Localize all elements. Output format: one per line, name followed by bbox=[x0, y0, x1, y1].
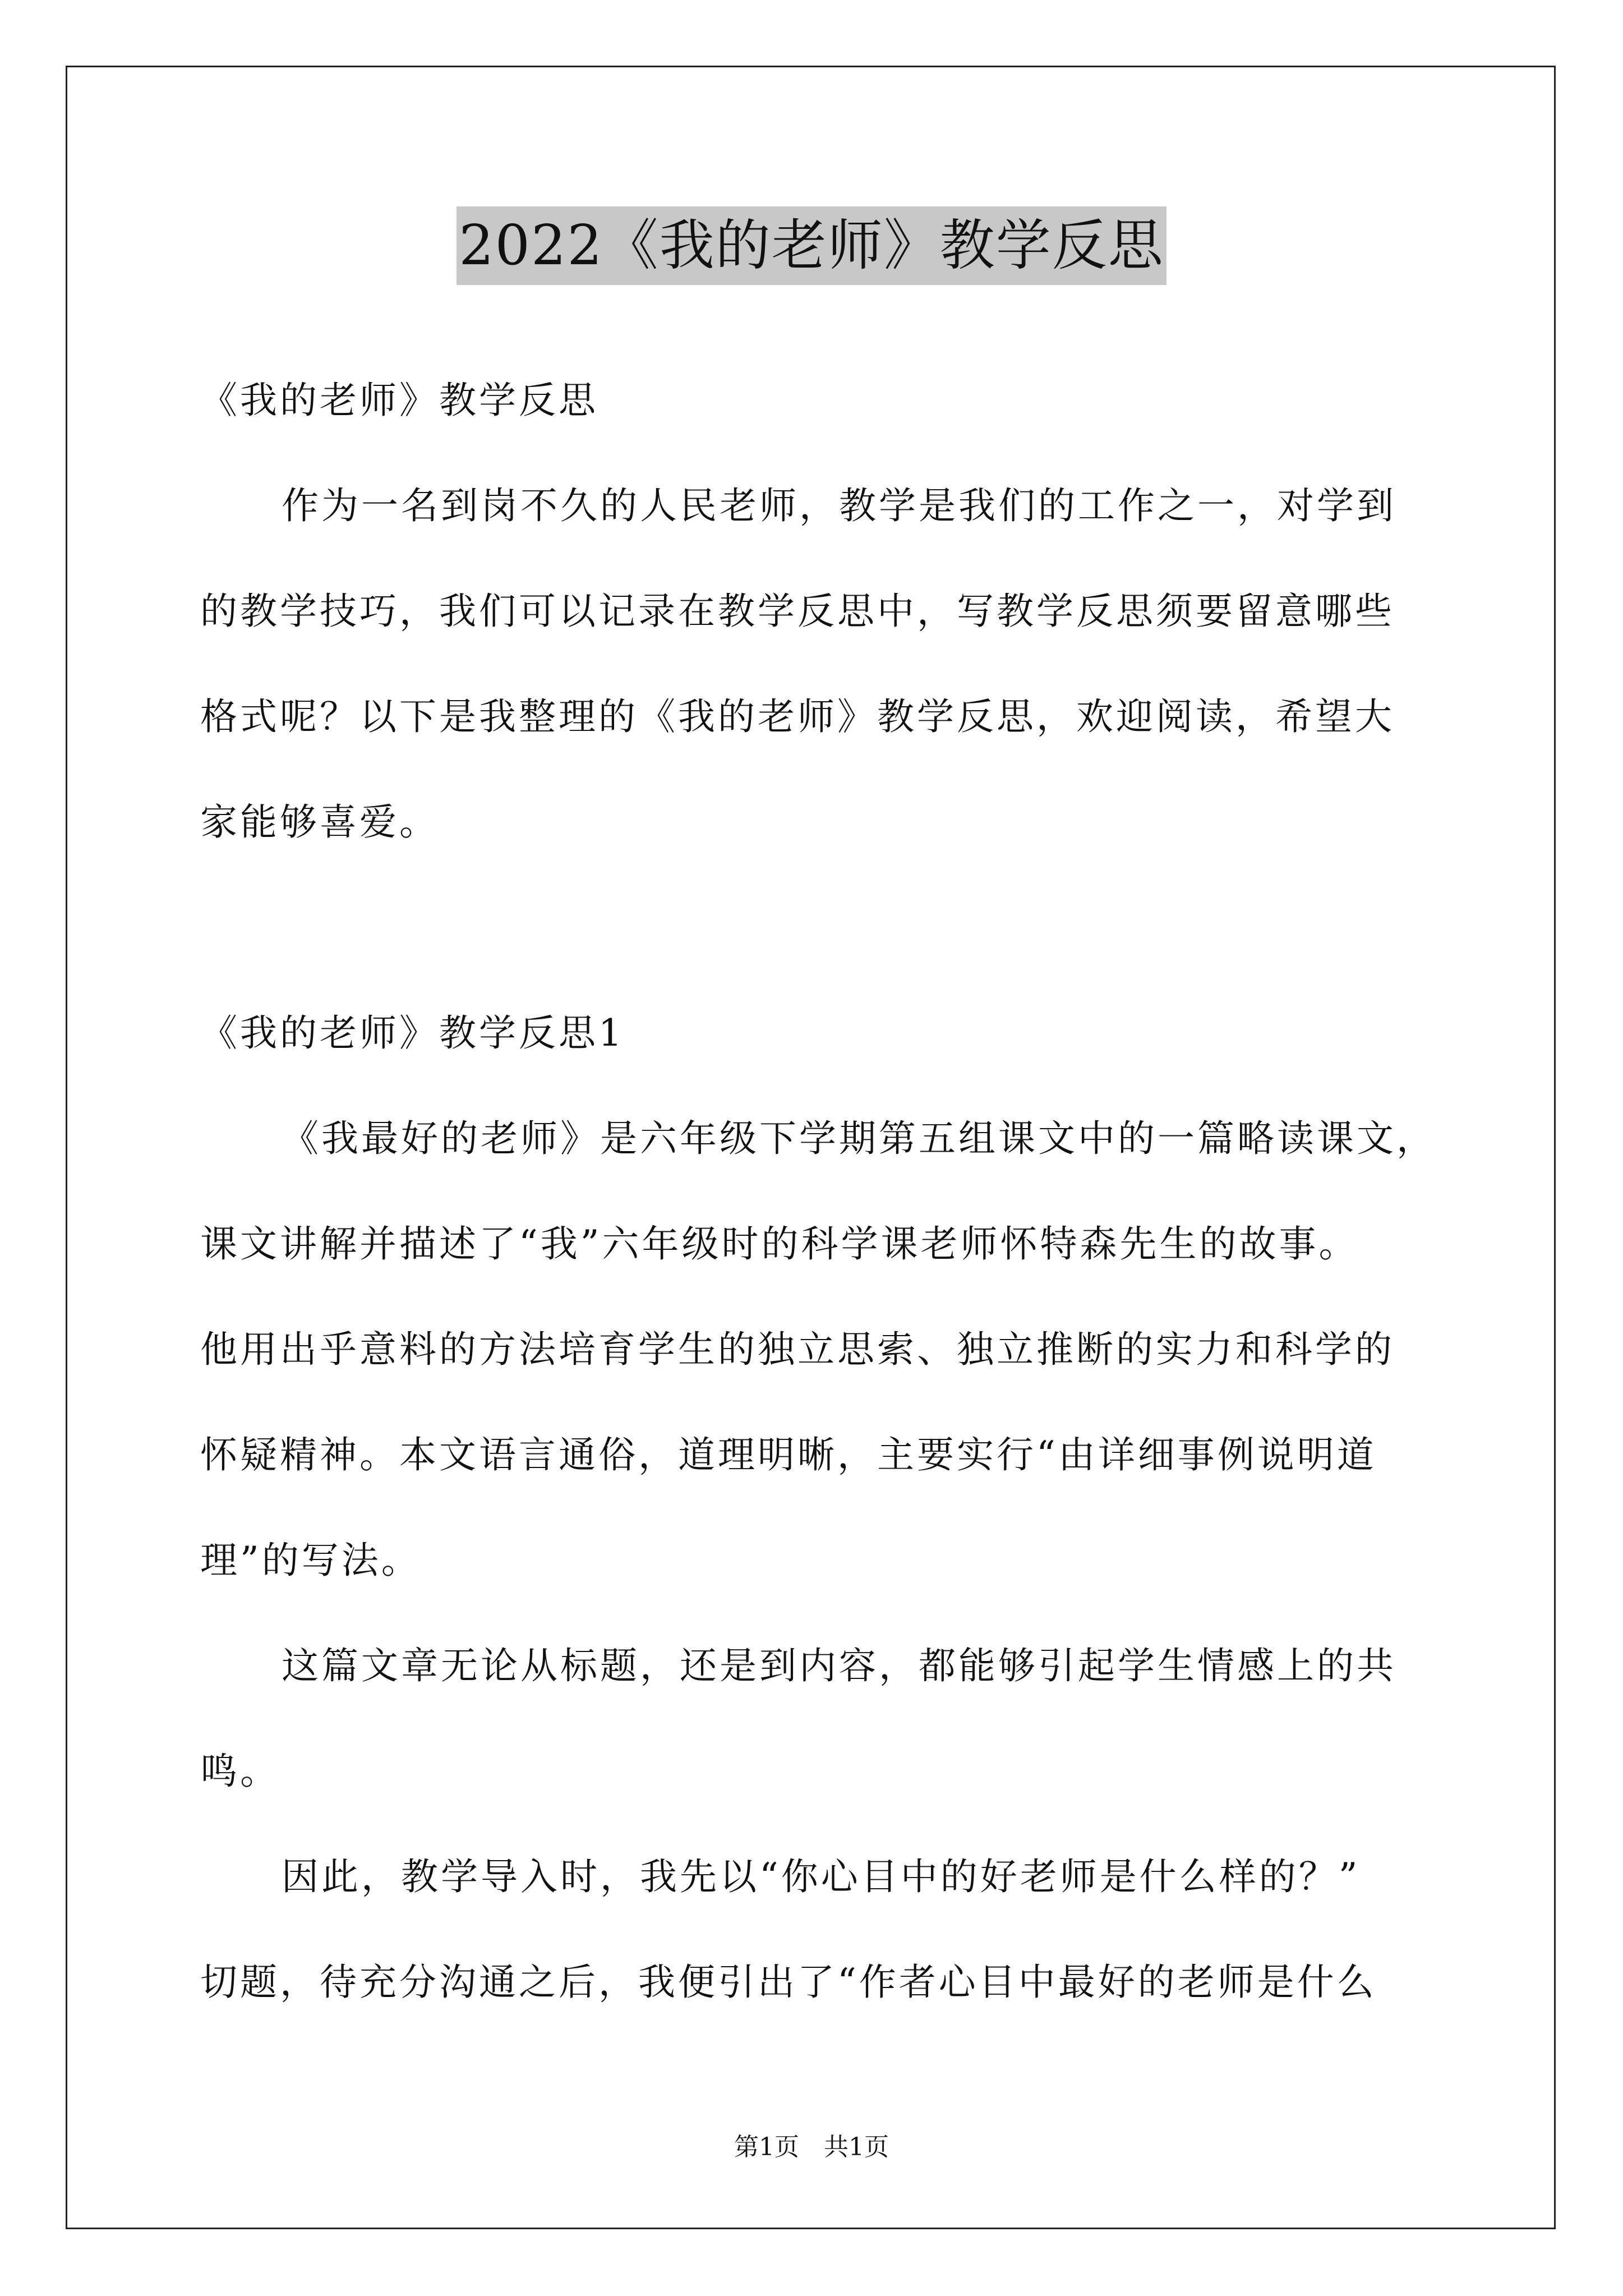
body-text-line: 《我的老师》教学反思1 bbox=[200, 1011, 625, 1055]
body-text-line: 鸣。 bbox=[200, 1750, 280, 1793]
body-text-line: 家能够喜爱。 bbox=[200, 800, 439, 844]
body-text-line: 《我的老师》教学反思 bbox=[200, 379, 598, 422]
document-title: 2022《我的老师》教学反思 bbox=[457, 206, 1166, 285]
body-text-line: 因此，教学导入时，我先以“你心目中的好老师是什么样的？” bbox=[282, 1855, 1361, 1898]
body-text-line: 课文讲解并描述了“我”六年级时的科学课老师怀特森先生的故事。 bbox=[200, 1222, 1359, 1266]
body-text-line: 的教学技巧，我们可以记录在教学反思中，写教学反思须要留意哪些 bbox=[200, 590, 1395, 633]
blank-line bbox=[200, 875, 1428, 981]
body-text-line: 他用出乎意料的方法培育学生的独立思索、独立推断的实力和科学的 bbox=[200, 1328, 1395, 1371]
page-footer: 第1页 共1页 bbox=[734, 2133, 889, 2161]
body-text-line: 切题，待充分沟通之后，我便引出了“作者心目中最好的老师是什么 bbox=[200, 1961, 1377, 2004]
body-text-line: 《我最好的老师》是六年级下学期第五组课文中的一篇略读课文， bbox=[282, 1117, 1436, 1160]
body-text-line: 理”的写法。 bbox=[200, 1539, 421, 1582]
document-body bbox=[200, 348, 1436, 2035]
body-text-line: 格式呢？以下是我整理的《我的老师》教学反思，欢迎阅读，希望大 bbox=[200, 695, 1395, 738]
body-text-line: 怀疑精神。本文语言通俗，道理明晰，主要实行“由详细事例说明道 bbox=[200, 1433, 1377, 1476]
title-container bbox=[0, 206, 1623, 285]
body-text-line: 这篇文章无论从标题，还是到内容，都能够引起学生情感上的共 bbox=[282, 1644, 1396, 1687]
body-text-line: 作为一名到岗不久的人民老师，教学是我们的工作之一，对学到 bbox=[282, 484, 1396, 527]
